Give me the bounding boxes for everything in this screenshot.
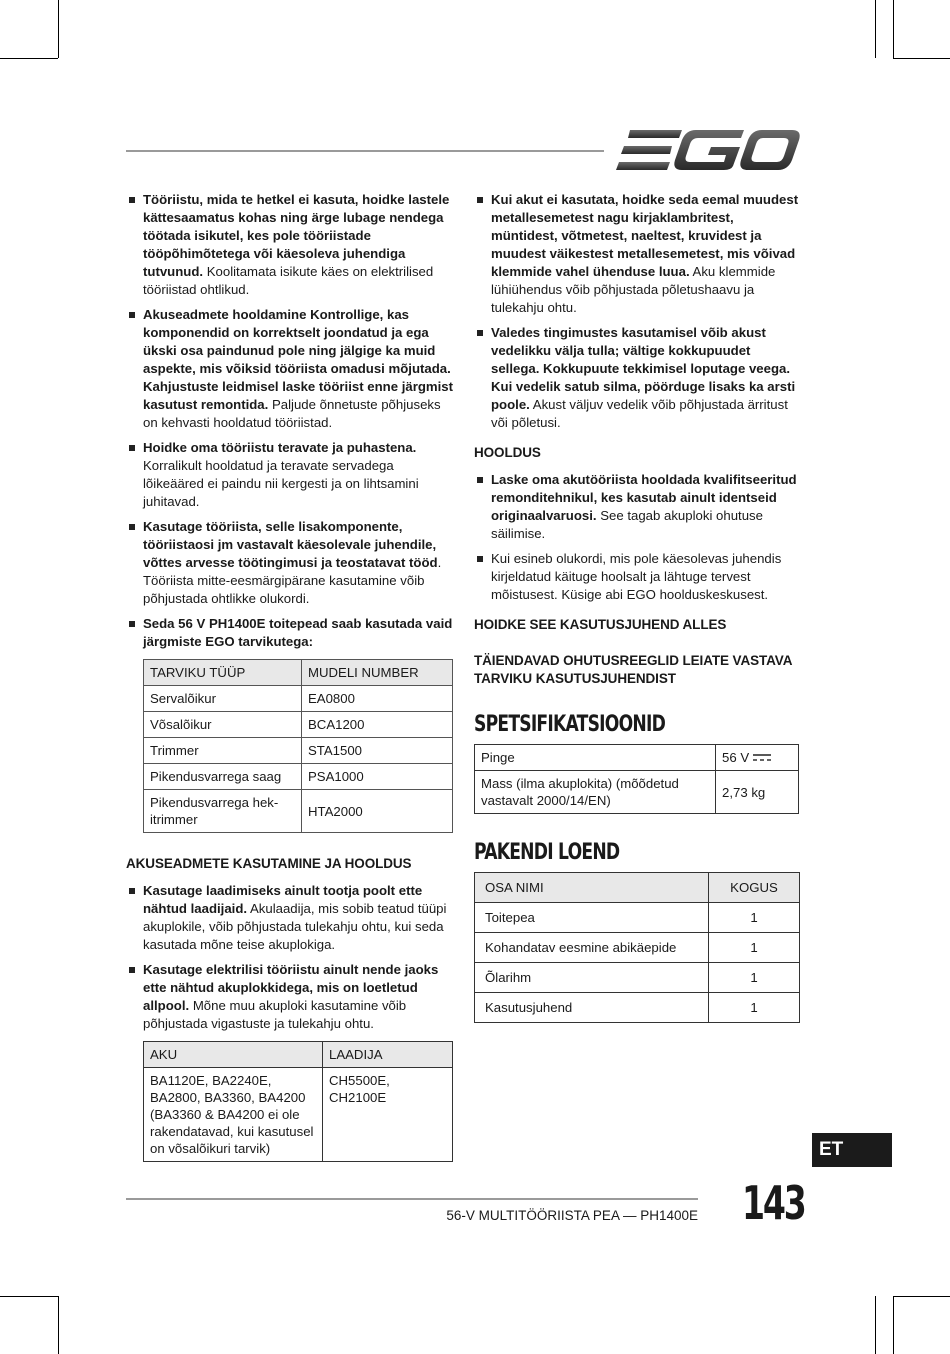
table-cell: 1 (709, 993, 800, 1023)
table-row (475, 933, 800, 963)
table-cell: Servalõikur (144, 686, 302, 712)
table-cell: CH5500E, CH2100E (323, 1068, 453, 1162)
table-cell: 1 (709, 903, 800, 933)
list-item: Tööriistu, mida te hetkel ei kasuta, hoidke lastele kättesaamatus kohas ning ärge lubage nendega töötada isikutel, kes pole tööriistade tööpõhimõtetega või käesoleva juhendiga tutvunud. Koolitamata isikute käes on elektrilised tööriistad ohtlikud. (126, 191, 453, 299)
package-heading: PAKENDI LOEND (474, 840, 620, 865)
crop-mark (893, 0, 894, 58)
table-row (475, 771, 799, 814)
list-item: Kasutage laadimiseks ainult tootja poolt ette nähtud laadijaid. Akulaadija, mis sobib teatud tüüpi akuplokile, võib põhjustada tulekahju ohtu, kui seda kasutada mõne teise akuplokiga. (126, 882, 453, 954)
table-cell: Pikendusvarrega hek-itrimmer (144, 790, 302, 833)
table-cell: 56 V (716, 745, 799, 771)
battery-table (143, 1041, 453, 1162)
list-item: Hoidke oma tööriistu teravate ja puhastena. Korralikult hooldatud ja teravate servadega lõikeääred ei paindu nii kergesti ja on lihtsamini juhitavad. (126, 439, 453, 511)
table-row (144, 738, 453, 764)
table-header-row (144, 660, 453, 686)
accessory-table (143, 659, 453, 833)
spec-table (474, 744, 799, 814)
language-tab: ET (812, 1133, 892, 1167)
table-cell: 1 (709, 963, 800, 993)
crop-mark (58, 0, 59, 58)
list-item: Laske oma akutööriista hooldada kvalifitseeritud remonditehnikul, kes kasutab ainult identseid originaalvaruosi. See tagab akuploki ohutuse säilimise. (474, 471, 800, 543)
table-cell: PSA1000 (302, 764, 453, 790)
spec-heading: SPETSIFIKATSIOONID (474, 712, 666, 737)
list-item: Kasutage tööriista, selle lisakomponente, tööriistaosi jm vastavalt käesolevale juhendile, võttes arvesse töötingimusi ja teostatavat tööd. Tööriista mitte-eesmärgipärane kasutamine võib põhjustada ohtlikke olukordi. (126, 518, 453, 608)
table-row (144, 790, 453, 833)
extra-rules-heading: TÄIENDAVAD OHUTUSREEGLID LEIATE VASTAVA TARVIKU KASUTUSJUHENDIST (474, 653, 792, 686)
table-cell: Õlarihm (475, 963, 709, 993)
table-cell: 1 (709, 933, 800, 963)
crop-mark (58, 1296, 59, 1354)
crop-mark (875, 1296, 876, 1354)
table-cell: Toitepea (475, 903, 709, 933)
table-row (475, 993, 800, 1023)
right-column (474, 191, 800, 1023)
table-cell: STA1500 (302, 738, 453, 764)
crop-mark (0, 58, 58, 59)
table-header: OSA NIMI (475, 873, 709, 903)
table-header: LAADIJA (323, 1042, 453, 1068)
table-cell: Pinge (475, 745, 716, 771)
crop-mark (0, 1296, 58, 1297)
table-cell: Kasutusjuhend (475, 993, 709, 1023)
package-table (474, 872, 800, 1023)
table-row (144, 712, 453, 738)
table-header: AKU (144, 1042, 323, 1068)
table-header-row (475, 873, 800, 903)
service-heading: HOOLDUS (474, 445, 541, 460)
table-cell: Kohandatav eesmine abikäepide (475, 933, 709, 963)
table-cell: Pikendusvarrega saag (144, 764, 302, 790)
table-row (475, 963, 800, 993)
table-cell: HTA2000 (302, 790, 453, 833)
table-cell: BCA1200 (302, 712, 453, 738)
list-item: Seda 56 V PH1400E toitepead saab kasutada vaid järgmiste EGO tarvikutega: (126, 615, 453, 651)
table-row (144, 686, 453, 712)
list-item: Valedes tingimustes kasutamisel võib akust vedelikku välja tulla; vältige kokkupuudet sellega. Kokkupuute tekkimisel loputage veega. Kui vedelik satub silma, pöörduge lisaks ka arsti poole. Akust väljuv vedelik võib põhjustada ärritust või põletusi. (474, 324, 800, 432)
footer-rule (126, 1198, 698, 1200)
dc-symbol-icon (753, 754, 771, 762)
table-header: MUDELI NUMBER (302, 660, 453, 686)
crop-mark (893, 1296, 894, 1354)
table-cell: 2,73 kg (716, 771, 799, 814)
table-cell: Trimmer (144, 738, 302, 764)
list-item: Kui akut ei kasutata, hoidke seda eemal muudest metallesemetest nagu kirjaklambritest, müntidest, võtmetest, naeltest, kruvidest ja muudest väikestest metallesemetest, mis võivad klemmide vahel ühenduse luua. Aku klemmide lühiühendus võib põhjustada põletushaavu ja tulekahju ohtu. (474, 191, 800, 317)
table-header: TARVIKU TÜÜP (144, 660, 302, 686)
table-header: KOGUS (709, 873, 800, 903)
header-rule (126, 150, 604, 152)
crop-mark (893, 58, 950, 59)
table-cell: Võsalõikur (144, 712, 302, 738)
table-cell: BA1120E, BA2240E, BA2800, BA3360, BA4200 (BA3360 & BA4200 ei ole rakendatavad, kui kasutusel on võsalõikuri tarvik) (144, 1068, 323, 1162)
table-row (144, 764, 453, 790)
table-row (144, 1068, 453, 1162)
list-item: Kasutage elektrilisi tööriistu ainult nende jaoks ette nähtud akuplokkidega, mis on loetletud allpool. Mõne muu akuploki kasutamine võib põhjustada vigastuste ja tulekahju ohtu. (126, 961, 453, 1033)
table-cell: Mass (ilma akuplokita) (mõõdetud vastavalt 2000/14/EN) (475, 771, 716, 814)
keep-manual-heading: HOIDKE SEE KASUTUSJUHEND ALLES (474, 617, 727, 632)
table-header-row (144, 1042, 453, 1068)
table-cell: EA0800 (302, 686, 453, 712)
crop-mark (875, 0, 876, 58)
left-column (126, 191, 453, 1162)
page-number: 143 (742, 1176, 805, 1230)
battery-heading: AKUSEADMETE KASUTAMINE JA HOOLDUS (126, 856, 412, 871)
crop-mark (893, 1296, 950, 1297)
list-item: Kui esineb olukordi, mis pole käesolevas juhendis kirjeldatud käituge hoolsalt ja lähtuge tervest mõistusest. Küsige abi EGO hoolduskeskusest. (474, 550, 800, 604)
table-row (475, 903, 800, 933)
table-row (475, 745, 799, 771)
list-item: Akuseadmete hooldamine Kontrollige, kas komponendid on korrektselt joondatud ja ega ükski osa paindunud pole ning jälgige ka muid aspekte, mis võiksid tööriista omadusi mõjutada. Kahjustuste leidmisel laske tööriist enne järgmist kasutust remontida. Paljude õnnetuste põhjuseks on kehvasti hooldatud tööriistad. (126, 306, 453, 432)
footer-title: 56-V MULTITÖÖRIISTA PEA — PH1400E (446, 1208, 698, 1223)
ego-logo (616, 128, 800, 172)
